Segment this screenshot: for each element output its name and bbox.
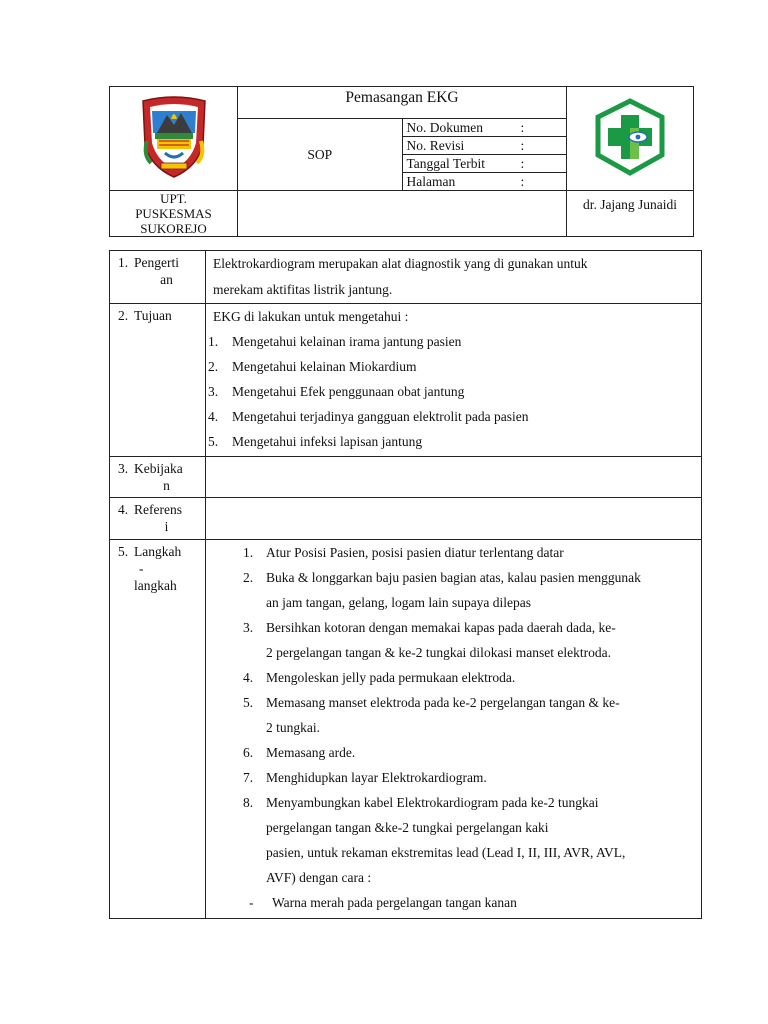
section-label-text: Pengerti: [134, 255, 179, 270]
section-number: 4.: [118, 502, 129, 517]
org-line: UPT.: [160, 191, 187, 206]
content-line: EKG di lakukan untuk mengetahui :: [213, 309, 409, 324]
step-item: 7. Menghidupkan layar Elektrokardiogram.: [243, 770, 487, 785]
info-label: No. Dokumen: [403, 119, 517, 137]
document-title: Pemasangan EKG: [238, 87, 567, 119]
step-item: 8. Menyambungkan kabel Elektrokardiogram pada ke-2 tungkai pergelangan tangan &ke-2 tungkai pergelangan kaki pasien, untuk rekaman ekstremitas lead (Lead I, II, III, AVR, AVL, AVF) dengan cara :: [243, 795, 626, 885]
step-item: 1. Atur Posisi Pasien, posisi pasien diatur terlentang datar: [243, 545, 564, 560]
section-content: [206, 251, 702, 304]
info-row-no-dokumen: [403, 119, 567, 137]
info-row-halaman: [403, 173, 567, 191]
section-label-text: Referens: [134, 502, 182, 517]
section-label-text: n: [163, 478, 170, 493]
section-row-pengertian: [110, 251, 702, 304]
list-item: 1. Mengetahui kelainan irama jantung pasien: [208, 334, 462, 349]
puskesmas-logo-cell: [567, 87, 694, 191]
section-label: [110, 251, 206, 304]
dash-item: - Warna merah pada pergelangan tangan kanan: [249, 895, 517, 910]
list-item: 3. Mengetahui Efek penggunaan obat jantung: [208, 384, 465, 399]
tujuan-list: [208, 329, 701, 454]
section-label-text: -: [139, 561, 144, 576]
info-row-no-revisi: [403, 137, 567, 155]
section-content: [206, 540, 702, 919]
section-label-text: langkah: [134, 578, 177, 593]
section-number: 1.: [118, 255, 129, 270]
section-label: [110, 457, 206, 498]
signature-empty-cell: [238, 191, 567, 237]
document-info-cell: [402, 119, 567, 191]
list-item: 5. Mengetahui infeksi lapisan jantung: [208, 434, 423, 449]
list-item: 2. Mengetahui kelainan Miokardium: [208, 359, 417, 374]
info-row-tanggal-terbit: [403, 155, 567, 173]
info-separator: :: [517, 155, 567, 173]
sop-header-table: [109, 86, 694, 237]
section-label-text: Tujuan: [134, 308, 172, 323]
section-number: 2.: [118, 308, 129, 323]
sop-label: SOP: [238, 119, 403, 191]
section-number: 5.: [118, 544, 129, 559]
info-separator: :: [517, 119, 567, 137]
section-label-text: an: [160, 272, 173, 287]
info-label: Tanggal Terbit: [403, 155, 517, 173]
content-line: Elektrokardiogram merupakan alat diagnostik yang di gunakan untuk: [213, 256, 588, 271]
regency-emblem-icon: [137, 95, 211, 179]
content-line: merekam aktifitas listrik jantung.: [213, 282, 393, 297]
section-label-text: Langkah: [134, 544, 182, 559]
document-info-table: [403, 119, 567, 190]
org-line: SUKOREJO: [140, 221, 207, 236]
section-label: [110, 540, 206, 919]
section-number: 3.: [118, 461, 129, 476]
section-label-text: i: [164, 519, 169, 534]
section-row-referensi: [110, 498, 702, 540]
info-separator: :: [517, 137, 567, 155]
section-label-text: Kebijaka: [134, 461, 183, 476]
section-row-kebijakan: [110, 457, 702, 498]
puskesmas-logo-icon: [590, 97, 670, 177]
org-line: PUSKESMAS: [135, 206, 212, 221]
doctor-name: dr. Jajang Junaidi: [567, 191, 694, 237]
step-item: 6. Memasang arde.: [243, 745, 356, 760]
steps-list: [206, 540, 701, 890]
step-item: 5. Memasang manset elektroda pada ke-2 pergelangan tangan & ke- 2 tungkai.: [243, 695, 620, 735]
step-item: 3. Bersihkan kotoran dengan memakai kapas pada daerah dada, ke- 2 pergelangan tangan & ke-2 tungkai dilokasi manset elektroda.: [243, 620, 616, 660]
section-content-empty: [206, 457, 702, 498]
organization-name: [110, 191, 238, 237]
step-item: 4. Mengoleskan jelly pada permukaan elektroda.: [243, 670, 516, 685]
regency-logo-cell: [110, 87, 238, 191]
section-row-tujuan: [110, 304, 702, 457]
section-content-empty: [206, 498, 702, 540]
info-label: No. Revisi: [403, 137, 517, 155]
step-item: 2. Buka & longgarkan baju pasien bagian atas, kalau pasien menggunak an jam tangan, gelang, logam lain supaya dilepas: [243, 570, 641, 610]
sop-body-table: [109, 250, 702, 919]
list-item: 4. Mengetahui terjadinya gangguan elektrolit pada pasien: [208, 409, 529, 424]
info-label: Halaman: [406, 173, 456, 189]
section-label: [110, 498, 206, 540]
section-content: [206, 304, 702, 457]
section-label: [110, 304, 206, 457]
section-row-langkah: [110, 540, 702, 919]
info-separator: :: [520, 173, 525, 189]
